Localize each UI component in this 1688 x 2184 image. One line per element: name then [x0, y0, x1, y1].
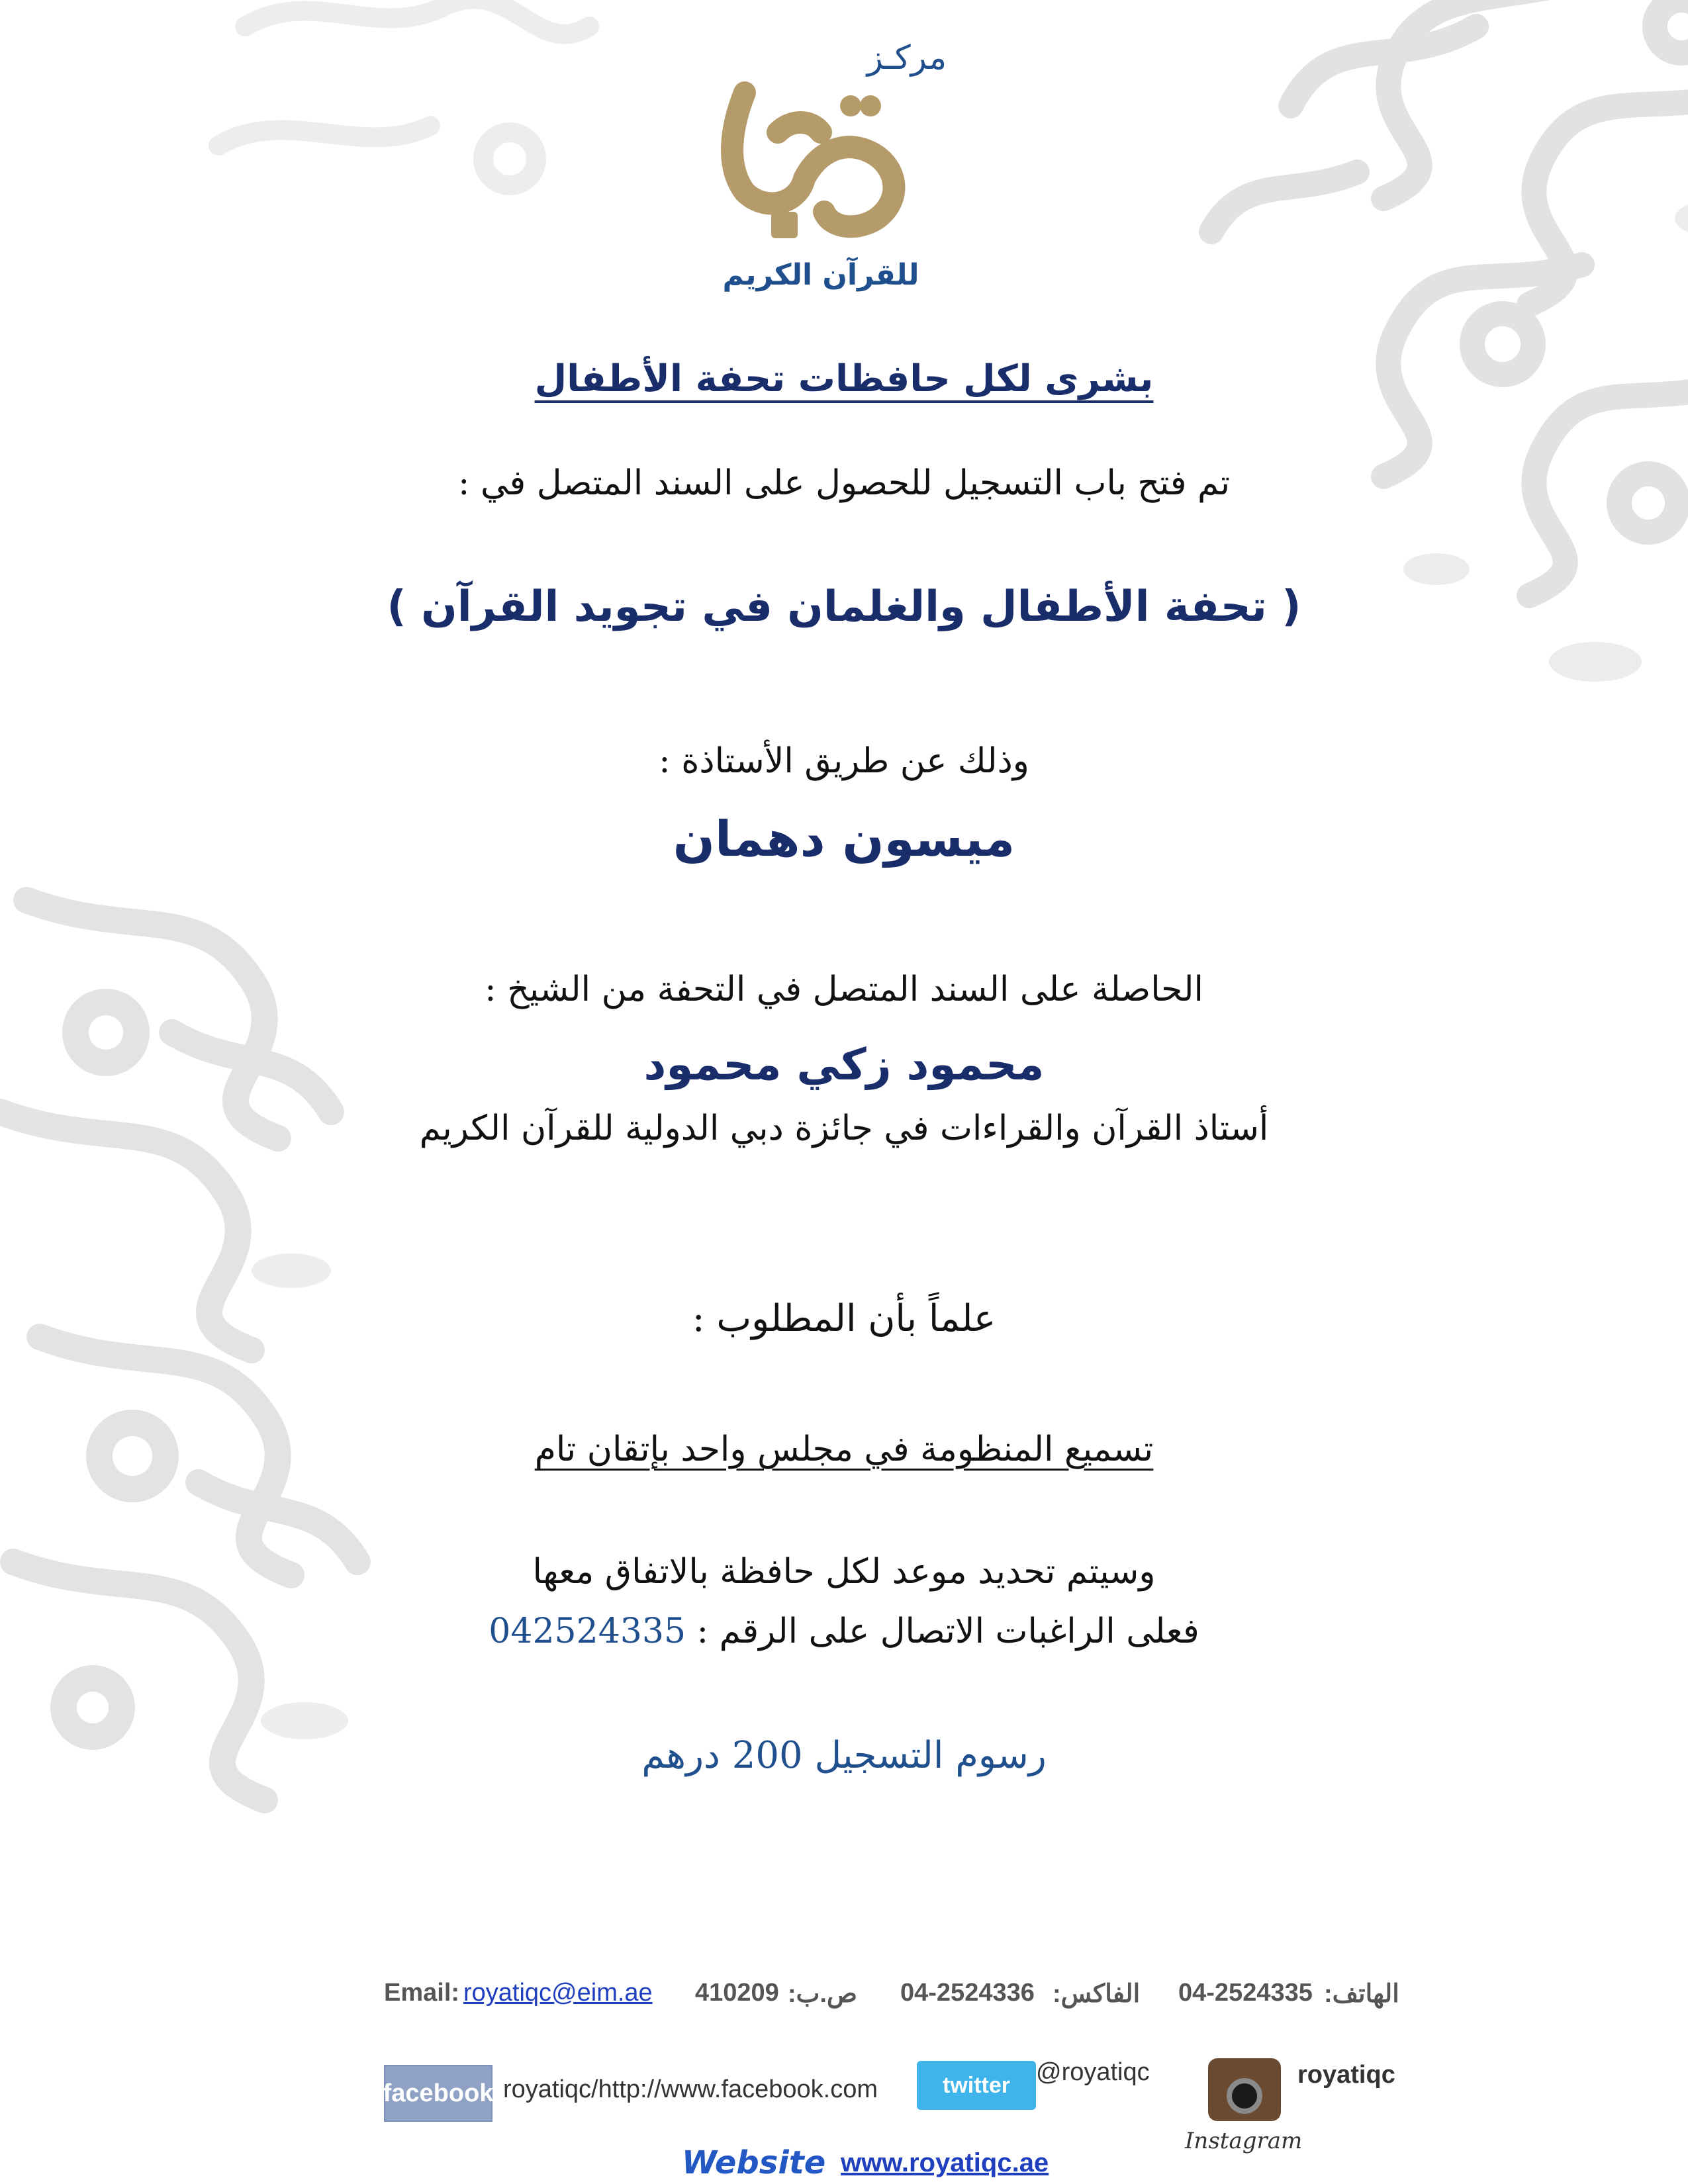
- footer: [0, 1979, 1688, 2184]
- social-row: [0, 2058, 1688, 2154]
- fax-label: الفاكس:: [1053, 1980, 1141, 2008]
- logo-calligraphy-mark: [705, 79, 923, 245]
- phone-label: الهاتف:: [1324, 1980, 1399, 2008]
- teacher-name: ميسون دهمان: [673, 811, 1015, 868]
- website-row: [682, 2144, 1079, 2184]
- sheikh-name: محمود زكي محمود: [643, 1039, 1045, 1090]
- website-label: Website: [682, 2144, 826, 2181]
- phone-number: 04-2524335: [1178, 1979, 1313, 2007]
- background-ornament-top-left: [165, 0, 629, 278]
- registration-open-line: تم فتح باب التسجيل للحصول على السند المتصل في :: [457, 463, 1231, 503]
- requirement-label: علماً بأن المطلوب :: [692, 1297, 996, 1340]
- fax-number: 04-2524336: [900, 1979, 1035, 2007]
- facebook-icon[interactable]: facebook: [384, 2065, 492, 2122]
- via-teacher-line: وذلك عن طريق الأستاذة :: [659, 741, 1029, 781]
- logo-center-word: مركـز: [867, 38, 947, 77]
- contact-phone-number: 042524335: [489, 1612, 686, 1651]
- footer-contact-row: [384, 1979, 1417, 2019]
- requirement-text: تسميع المنظومة في مجلس واحد بإتقان تام: [534, 1430, 1154, 1469]
- requirement-row: [132, 1430, 1556, 1469]
- logo-quran-text: للقرآن الكريم: [722, 258, 919, 292]
- twitter-handle[interactable]: @royatiqc: [1036, 2058, 1150, 2086]
- announcement-heading-row: [132, 357, 1556, 400]
- instagram-handle[interactable]: royatiqc: [1297, 2061, 1395, 2089]
- program-title: ( تحفة الأطفال والغلمان في تجويد القرآن ): [387, 582, 1301, 631]
- facebook-link[interactable]: royatiqc/http://www.facebook.com: [503, 2075, 878, 2103]
- instagram-caption: Instagram: [1185, 2128, 1303, 2154]
- twitter-icon[interactable]: twitter: [917, 2061, 1036, 2110]
- announcement-heading: بشرى لكل حافظات تحفة الأطفال: [534, 357, 1154, 400]
- schedule-line: وسيتم تحديد موعد لكل حافظة بالاتفاق معها: [532, 1552, 1156, 1592]
- contact-line: [132, 1612, 1556, 1651]
- sheikh-title: أستاذ القرآن والقراءات في جائزة دبي الدولية للقرآن الكريم: [419, 1109, 1269, 1148]
- isnad-holder-line: الحاصلة على السند المتصل في التحفة من الشيخ :: [485, 970, 1203, 1009]
- website-link[interactable]: www.royatiqc.ae: [841, 2148, 1049, 2177]
- email-link[interactable]: royatiqc@eim.ae: [463, 1979, 653, 2007]
- instagram-icon[interactable]: [1208, 2058, 1281, 2121]
- pobox-label: ص.ب:: [788, 1980, 857, 2008]
- registration-fees: رسوم التسجيل 200 درهم: [641, 1734, 1047, 1777]
- instagram-lens-icon: [1227, 2078, 1262, 2114]
- center-logo: [682, 26, 960, 304]
- pobox-number: 410209: [695, 1979, 779, 2007]
- contact-line-prefix: فعلى الراغبات الاتصال على الرقم :: [696, 1612, 1199, 1651]
- email-label: Email:: [384, 1979, 460, 2007]
